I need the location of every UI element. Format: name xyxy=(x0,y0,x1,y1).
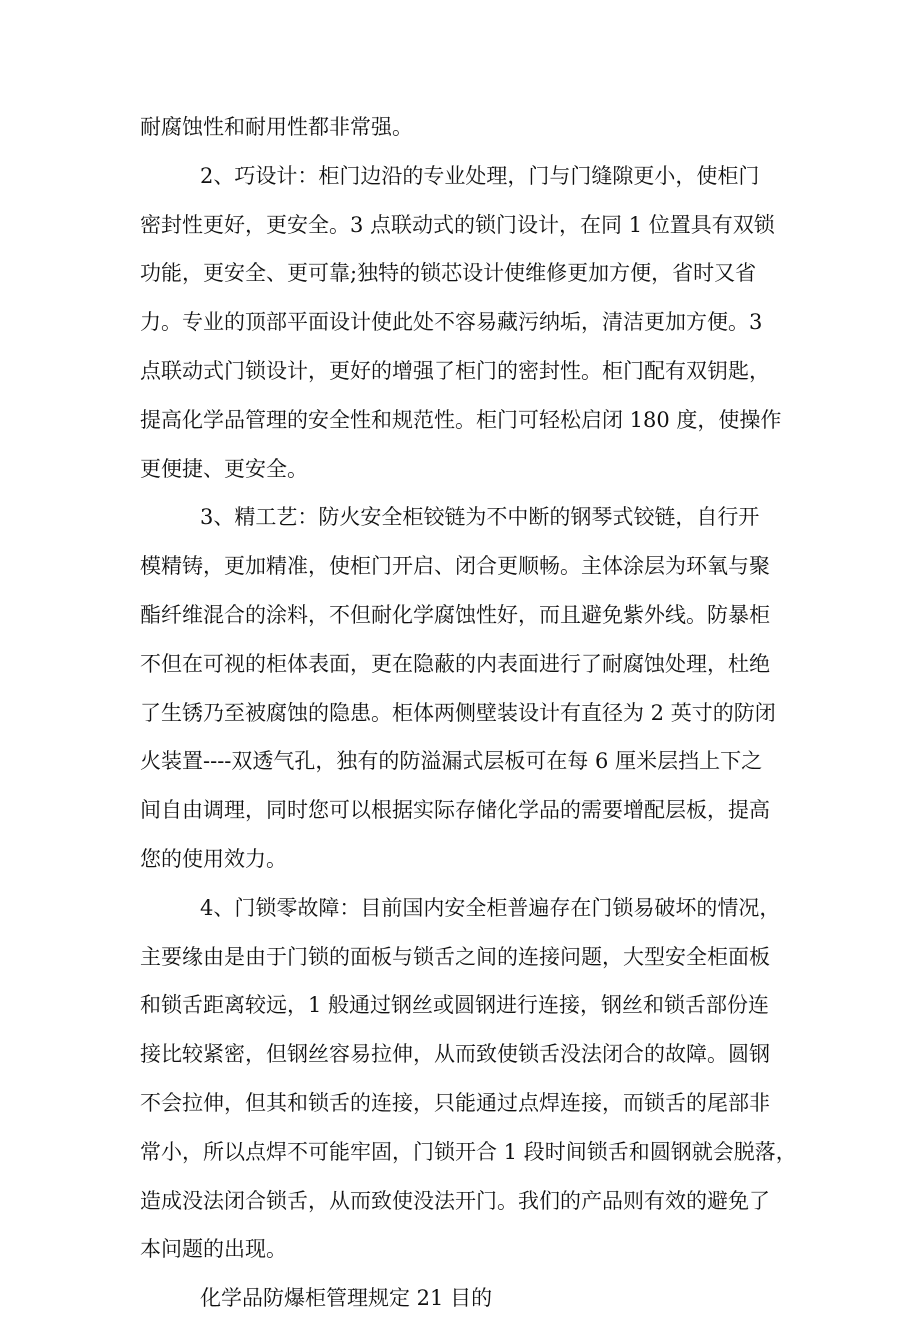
text-line: 主要缘由是由于门锁的面板与锁舌之间的连接问题，大型安全柜面板 xyxy=(140,944,770,969)
text-line: 常小，所以点焊不可能牢固，门锁开合 1 段时间锁舌和圆钢就会脱落， xyxy=(140,1139,797,1164)
text-line: 和锁舌距离较远，1 般通过钢丝或圆钢进行连接，钢丝和锁舌部份连 xyxy=(140,993,770,1018)
text-line: 模精铸，更加精准，使柜门开启、闭合更顺畅。主体涂层为环氧与聚 xyxy=(140,554,770,579)
text-line: 密封性更好，更安全。3 点联动式的锁门设计，在同 1 位置具有双锁 xyxy=(140,212,775,237)
text-line: 间自由调理，同时您可以根据实际存储化学品的需要增配层板，提高 xyxy=(140,798,770,823)
text-line: 不但在可视的柜体表面，更在隐蔽的内表面进行了耐腐蚀处理，杜绝 xyxy=(140,651,770,676)
text-line: 本问题的出现。 xyxy=(140,1237,287,1262)
text-line: 力。专业的顶部平面设计使此处不容易藏污纳垢，清洁更加方便。3 xyxy=(140,310,763,335)
text-line: 不会拉伸，但其和锁舌的连接，只能通过点焊连接，而锁舌的尾部非 xyxy=(140,1090,770,1115)
document-body xyxy=(140,103,797,1323)
text-line: 更便捷、更安全。 xyxy=(140,456,308,481)
paragraph-heading-2: 2、巧设计：柜门边沿的专业处理，门与门缝隙更小，使柜门 xyxy=(200,163,760,188)
text-line: 造成没法闭合锁舌，从而致使没法开门。我们的产品则有效的避免了 xyxy=(140,1188,770,1213)
text-line: 接比较紧密，但钢丝容易拉伸，从而致使锁舌没法闭合的故障。圆钢 xyxy=(140,1042,770,1067)
text-line: 酯纤维混合的涂料，不但耐化学腐蚀性好，而且避免紫外线。防暴柜 xyxy=(140,602,770,627)
text-line: 功能，更安全、更可靠;独特的锁芯设计使维修更加方便，省时又省 xyxy=(140,261,757,286)
text-line: 点联动式门锁设计，更好的增强了柜门的密封性。柜门配有双钥匙， xyxy=(140,358,770,383)
paragraph-heading-3: 3、精工艺：防火安全柜铰链为不中断的钢琴式铰链，自行开 xyxy=(200,505,760,530)
text-line: 火装置----双透气孔，独有的防溢漏式层板可在每 6 厘米层挡上下之 xyxy=(140,749,763,774)
text-line: 了生锈乃至被腐蚀的隐患。柜体两侧壁装设计有直径为 2 英寸的防闭 xyxy=(140,700,776,725)
text-line: 您的使用效力。 xyxy=(140,846,287,871)
text-line: 提高化学品管理的安全性和规范性。柜门可轻松启闭 180 度，使操作 xyxy=(140,407,782,432)
paragraph-heading-4: 4、门锁零故障：目前国内安全柜普遍存在门锁易破坏的情况， xyxy=(200,895,781,920)
text-line: 耐腐蚀性和耐用性都非常强。 xyxy=(140,115,413,139)
section-title: 化学品防爆柜管理规定 21 目的 xyxy=(200,1286,493,1311)
